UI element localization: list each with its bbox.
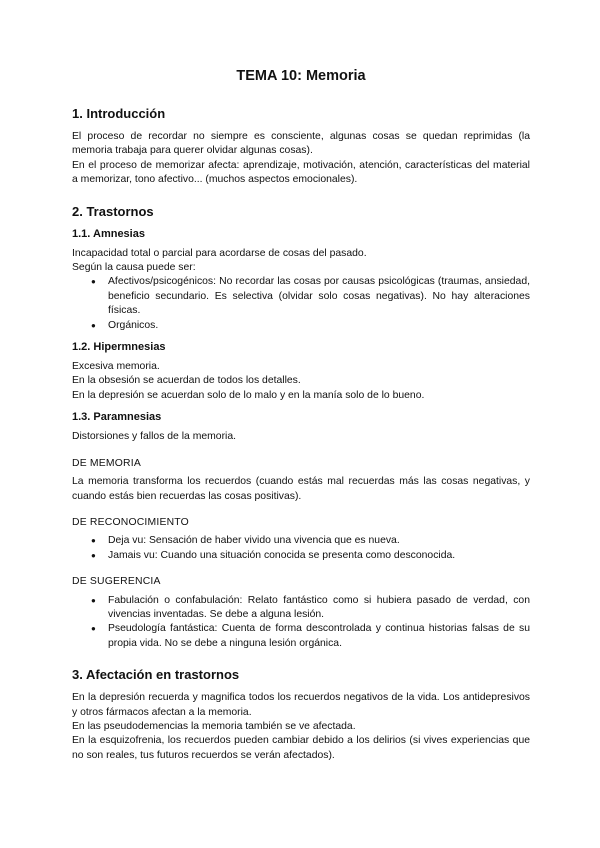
list-item-text: Deja vu: Sensación de haber vivido una vivencia que es nueva. [108,535,400,547]
section-heading-trastornos: 2. Trastornos [72,203,154,219]
paragraph: En la depresión se acuerdan solo de lo malo y en la manía solo de lo bueno. [72,389,425,401]
list-item [91,622,530,651]
list-item [91,275,530,318]
paragraph: En las pseudodemencias la memoria también se ve afectada. [72,720,356,732]
subsection-heading-hipermnesias: 1.2. Hipermnesias [72,341,166,354]
bullet-icon: ● [91,595,96,605]
category-label-de-sugerencia: DE SUGERENCIA [72,576,161,588]
bullet-icon: ● [91,320,96,330]
bullet-icon: ● [91,536,96,546]
paragraph: Según la causa puede ser: [72,262,196,274]
category-label-de-memoria: DE MEMORIA [72,457,141,469]
subsection-heading-amnesias: 1.1. Amnesias [72,227,145,240]
list-item-text: Fabulación o confabulación: Relato fantástico como si hubiera pasado de verdad, con vivencias inventadas. Se debe a alguna lesión. [108,594,530,620]
list-item-text: Afectivos/psicogénicos: No recordar las cosas por causas psicológicas (traumas, ansiedad, beneficio secundario. Es selectiva (olvidar solo cosas negativas). No hay alteraciones físicas. [108,276,530,317]
paragraph: En la depresión recuerda y magnifica todos los recuerdos negativos de la vida. Los antidepresivos y otros fármacos afectan a la memoria. [72,692,530,718]
bullet-icon: ● [91,624,96,634]
category-label-de-reconocimiento: DE RECONOCIMIENTO [72,516,189,528]
document-title: TEMA 10: Memoria [236,68,366,84]
paragraph: En el proceso de memorizar afecta: aprendizaje, motivación, atención, características del material a memorizar, tono afectivo... (muchos aspectos emocionales). [72,159,530,186]
paragraph: En la obsesión se acuerdan de todos los detalles. [72,375,301,387]
bullet-list [72,594,530,652]
document-page [72,68,530,763]
paragraph: Distorsiones y fallos de la memoria. [72,431,237,443]
bullet-icon: ● [91,550,96,560]
paragraph: Incapacidad total o parcial para acordarse de cosas del pasado. [72,247,367,259]
list-item [91,534,530,548]
section-heading-introduccion: 1. Introducción [72,106,166,121]
list-item [91,594,530,623]
list-item [91,549,530,563]
paragraph: El proceso de recordar no siempre es consciente, algunas cosas se quedan reprimidas (la memoria trabaja para querer olvidar algunas cosas). [72,131,530,157]
bullet-icon: ● [91,277,96,287]
list-item-text: Orgánicos. [108,319,159,331]
section-heading-afectacion: 3. Afectación en trastornos [72,667,240,683]
subsection-heading-paramnesias: 1.3. Paramnesias [72,411,162,424]
paragraph: La memoria transforma los recuerdos (cuando estás mal recuerdas más las cosas negativas, y cuando estás bien recuerdas las cosas positivas). [72,476,530,502]
list-item-text: Pseudología fantástica: Cuenta de forma descontrolada y continua historias falsas de su propia vida. No se debe a ninguna lesión orgánica. [108,623,530,649]
bullet-list [72,534,530,563]
list-item [91,319,530,333]
bullet-list [72,275,530,333]
paragraph: En la esquizofrenia, los recuerdos pueden cambiar debido a los delirios (si vives experiencias que no son reales, tus futuros recuerdos se verán afectados). [72,735,530,761]
paragraph: Excesiva memoria. [72,361,160,373]
list-item-text: Jamais vu: Cuando una situación conocida se presenta como desconocida. [108,549,456,561]
